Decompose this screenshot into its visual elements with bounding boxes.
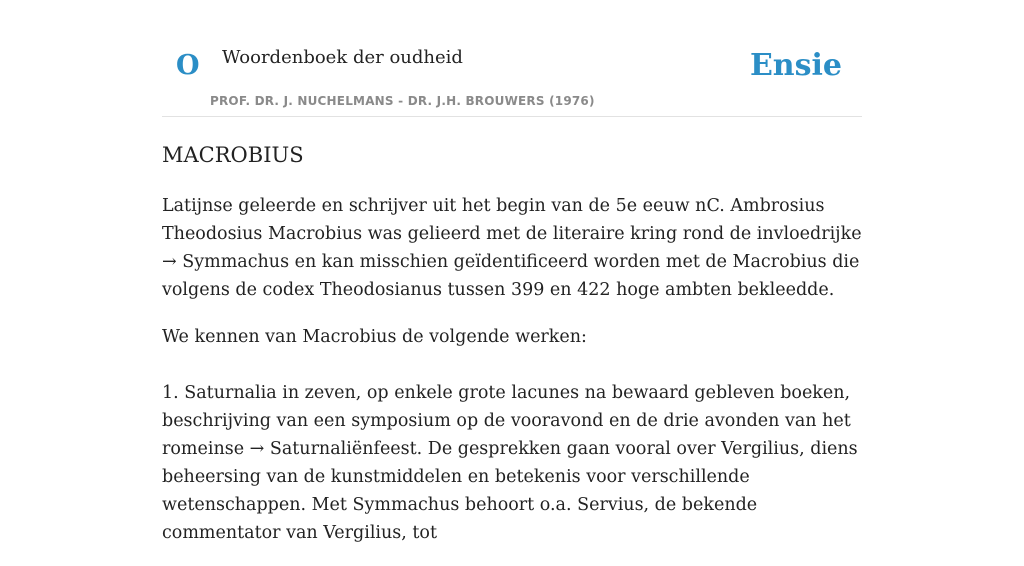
book-logo-icon[interactable]: O (176, 50, 200, 81)
entry-body (162, 192, 862, 566)
entry-paragraph: We kennen van Macrobius de volgende werken: (162, 327, 587, 347)
entry-paragraph: 1. Saturnalia in zeven, op enkele grote lacunes na bewaard gebleven boeken, beschrijving van een symposium op de vooravond en de drie avonden van het romeinse → Saturnaliënfeest. De gesprekken gaan vooral over Vergilius, diens beheersing van de kunstmiddelen en betekenis voor verschillende wetenschappen. Met Symmachus behoort o.a. Servius, de bekende commentator van Vergilius, tot (162, 383, 858, 543)
entry-paragraph: Latijnse geleerde en schrijver uit het begin van de 5e eeuw nC. Ambrosius Theodosius Macrobius was gelieerd met de literaire kring rond de invloedrijke → Symmachus en kan misschien geïdentificeerd worden met de Macrobius die volgens de codex Theodosianus tussen 399 en 422 hoge ambten bekleedde. (162, 196, 862, 300)
entry-headword: MACROBIUS (162, 143, 304, 167)
book-authors: PROF. DR. J. NUCHELMANS - DR. J.H. BROUWERS (1976) (210, 94, 595, 108)
entry-page (162, 0, 862, 543)
book-title[interactable]: Woordenboek der oudheid (222, 47, 463, 68)
page-header (162, 0, 862, 117)
ensie-logo[interactable]: Ensie (749, 48, 842, 83)
